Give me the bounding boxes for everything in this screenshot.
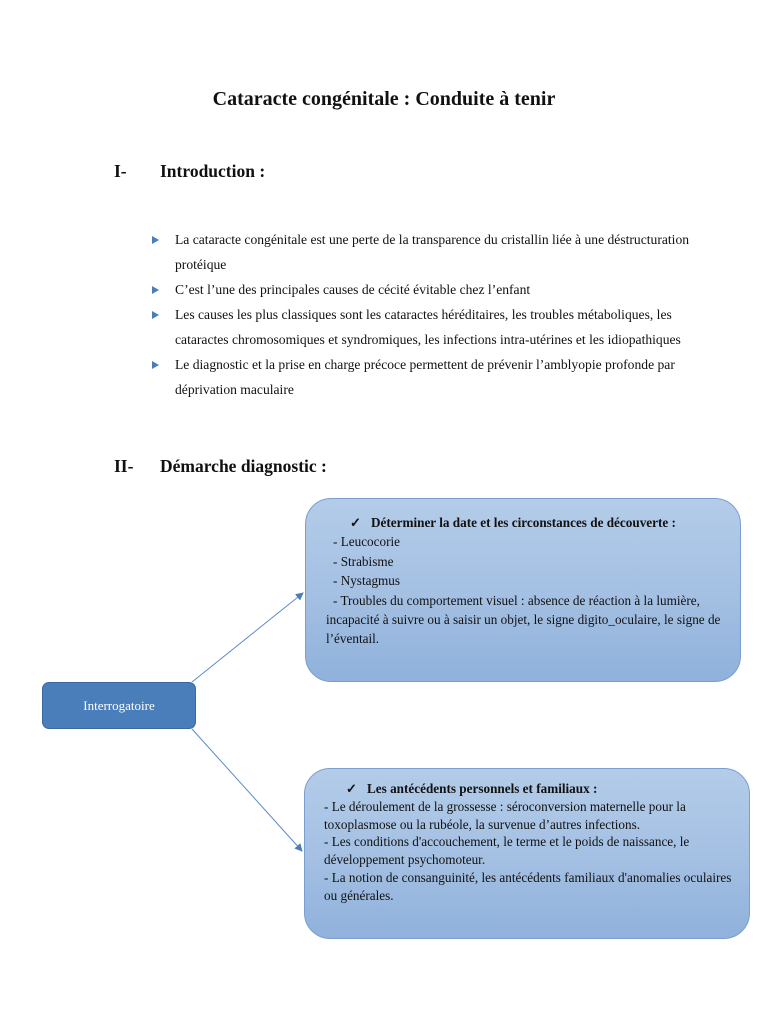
box-line: - Leucocorie — [333, 534, 400, 550]
box-line: - Les conditions d'accouchement, le terme et le poids de naissance, le développement psychomoteur. — [324, 834, 690, 868]
box-heading-text: Déterminer la date et les circonstances de découverte : — [371, 515, 676, 530]
connector-arrow-bottom — [192, 729, 302, 851]
circonstances-decouverte-box — [305, 498, 741, 682]
interrogatoire-node: Interrogatoire — [42, 682, 196, 729]
checkmark-icon: ✓ — [346, 781, 358, 796]
list-item-text: Les causes les plus classiques sont les cataractes héréditaires, les troubles métaboliques, les cataractes chromosomiques et syndromiques, les infections intra-utérines et les idiopathiques — [175, 307, 681, 347]
box-line: - Le déroulement de la grossesse : séroconversion maternelle pour la toxoplasmose ou la rubéole, la survenue d’autres infections. — [324, 798, 686, 832]
box-line: - Strabisme — [333, 553, 394, 569]
box-line: - La notion de consanguinité, les antécédents familiaux d'anomalies oculaires ou générales. — [324, 869, 732, 903]
section-title: Introduction : — [160, 161, 266, 181]
list-item-text: Le diagnostic et la prise en charge précoce permettent de prévenir l’amblyopie profonde par déprivation maculaire — [175, 357, 675, 397]
antecedents-box — [304, 768, 750, 939]
section-number: II- — [114, 456, 134, 476]
box-heading-text: Les antécédents personnels et familiaux : — [367, 781, 598, 796]
box-line: - Nystagmus — [333, 573, 401, 589]
list-item-text: La cataracte congénitale est une perte de la transparence du cristallin liée à une déstructuration protéique — [175, 232, 690, 272]
box-line — [326, 591, 728, 649]
section-title: Démarche diagnostic : — [160, 456, 327, 476]
list-item-text: C’est l’une des principales causes de cécité évitable chez l’enfant — [175, 282, 531, 297]
box-line-text: - Troubles du comportement visuel : absence de réaction à la lumière, incapacité à suivre ou à saisir un objet, le signe digito_oculaire, le signe de l’éventail. — [326, 592, 721, 647]
box-heading — [326, 513, 728, 532]
box-heading — [324, 780, 737, 798]
page-title: Cataracte congénitale : Conduite à tenir — [212, 88, 556, 110]
checkmark-icon: ✓ — [350, 515, 362, 530]
connector-arrow-top — [192, 593, 303, 682]
section-number: I- — [114, 161, 127, 181]
